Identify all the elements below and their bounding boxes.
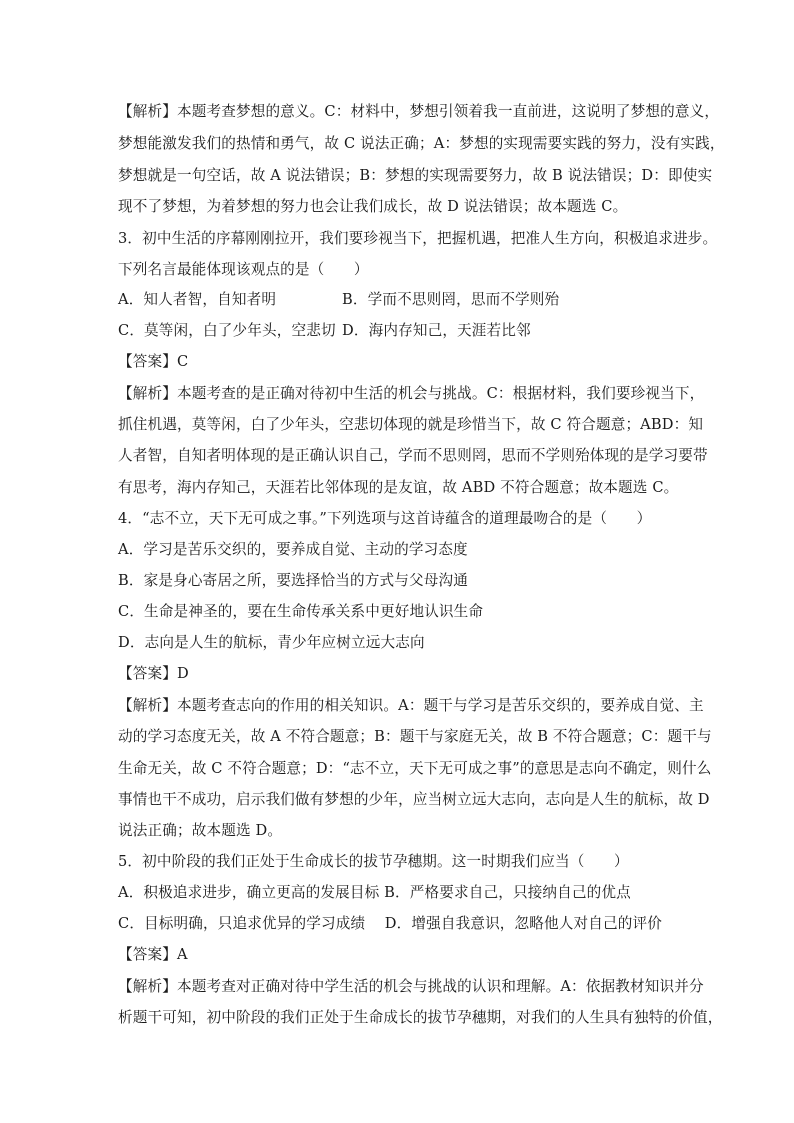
analysis-line: 抓住机遇，莫等闲，白了少年头，空悲切体现的就是珍惜当下，故 C 符合题意；ABD：知 [118,416,704,433]
analysis-line: 动的学习态度无关，故 A 不符合题意；B：题干与家庭无关，故 B 不符合题意；C：题干与 [118,728,712,745]
option-c: C．莫等闲，白了少年头，空悲切 [118,322,336,339]
option-d: D．志向是人生的航标，青少年应树立远大志向 [118,634,425,651]
analysis-line: 生命无关，故 C 不符合题意；D：“志不立，天下无可成之事”的意思是志向不确定，则什么 [118,760,712,777]
option-a: A．学习是苦乐交织的，要养成自觉、主动的学习态度 [118,541,468,558]
answer-line: 【答案】D [118,665,189,682]
option-b: B．学而不思则罔，思而不学则殆 [342,291,560,308]
option-b: B．家是身心寄居之所，要选择恰当的方式与父母沟通 [118,572,468,589]
question-3-option-row [118,290,698,310]
question-5-stem: 5．初中阶段的我们正处于生命成长的拔节孕穗期。这一时期我们应当（ ） [118,853,629,870]
analysis-line: 梦想能激发我们的热情和勇气，故 C 说法正确；A：梦想的实现需要实践的努力，没有实践， [118,135,725,152]
answer-line: 【答案】C [118,353,189,370]
analysis-line: 梦想就是一句空话，故 A 说法错误；B：梦想的实现需要努力，故 B 说法错误；D：即使实 [118,167,713,184]
analysis-line: 【解析】本题考查对正确对待中学生活的机会与挑战的认识和理解。A：依据教材知识并分 [118,978,704,995]
question-5-option-row: A．积极追求进步，确立更高的发展目标 B．严格要求自己，只接纳自己的优点 [118,884,631,901]
question-4-stem: 4．“志不立，天下无可成之事。”下列选项与这首诗蕴含的道理最吻合的是（ ） [118,510,652,527]
analysis-line: 【解析】本题考查志向的作用的相关知识。A：题干与学习是苦乐交织的，要养成自觉、主 [118,697,704,714]
analysis-line: 【解析】本题考查的是正确对待初中生活的机会与挑战。C：根据材料，我们要珍视当下， [118,385,705,402]
question-5-option-row: C．目标明确，只追求优异的学习成绩 D．增强自我意识，忽略他人对自己的评价 [118,915,662,932]
answer-line: 【答案】A [118,946,188,963]
analysis-line: 析题干可知，初中阶段的我们正处于生命成长的拔节孕穗期，对我们的人生具有独特的价值， [118,1009,723,1026]
option-a: A．知人者智，自知者明 [118,291,277,308]
question-3-stem: 3．初中生活的序幕刚刚拉开，我们要珍视当下，把握机遇，把准人生方向，积极追求进步。 [118,230,718,247]
analysis-line: 有思考，海内存知己，天涯若比邻体现的是友谊，故 ABD 不符合题意；故本题选 C。 [118,479,679,496]
option-c: C．生命是神圣的，要在生命传承关系中更好地认识生命 [118,603,484,620]
option-d: D．海内存知己，天涯若比邻 [342,322,531,339]
analysis-line: 现不了梦想，为着梦想的努力也会让我们成长，故 D 说法错误；故本题选 C。 [118,198,628,215]
question-3-option-row [118,321,698,341]
analysis-line: 人者智，自知者明体现的是正确认识自己，学而不思则罔，思而不学则殆体现的是学习要带 [118,447,708,464]
analysis-line: 事情也干不成功，启示我们做有梦想的少年，应当树立远大志向，志向是人生的航标，故 D [118,791,710,808]
analysis-line: 【解析】本题考查梦想的意义。C：材料中，梦想引领着我一直前进，这说明了梦想的意义， [118,103,720,120]
question-3-stem: 下列名言最能体现该观点的是（ ） [118,261,369,278]
analysis-line: 说法正确；故本题选 D。 [118,822,283,839]
